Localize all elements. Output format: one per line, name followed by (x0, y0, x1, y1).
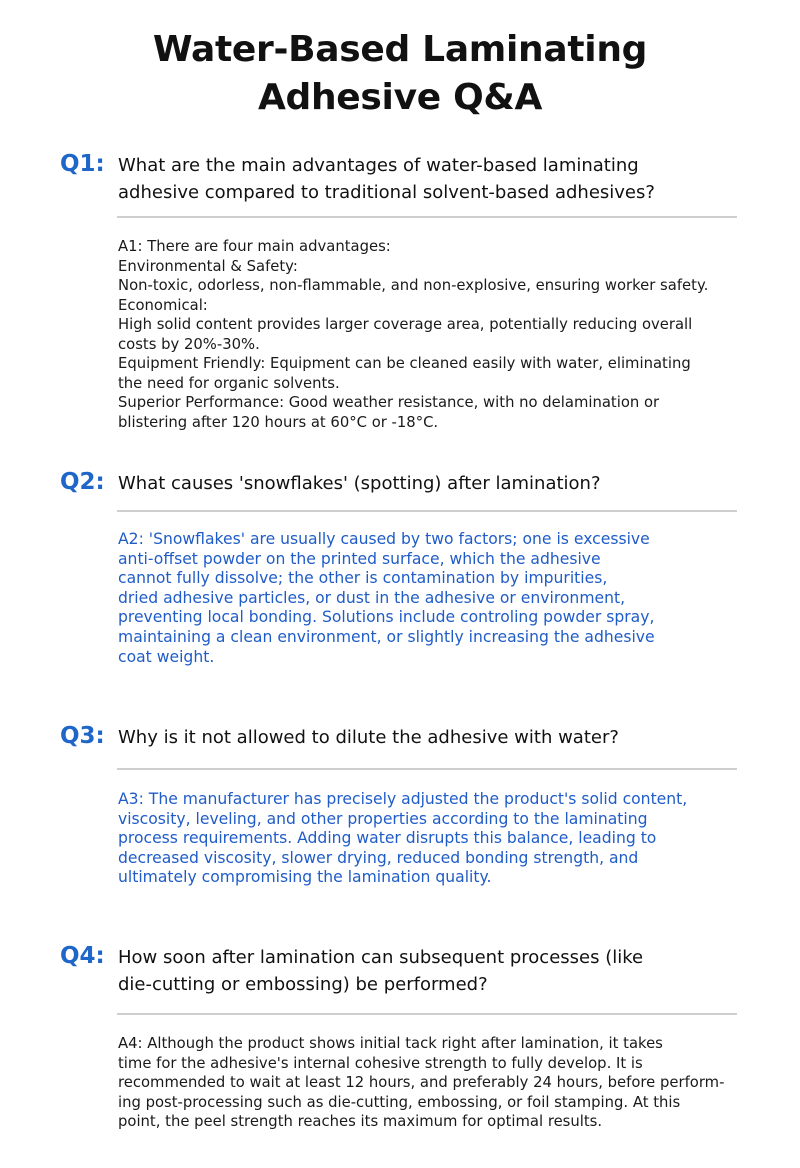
answer-line: viscosity, leveling, and other properties according to the laminating (118, 809, 648, 828)
question-line: What causes 'snowflakes' (spotting) after lamination? (118, 473, 601, 494)
answer-text (118, 790, 738, 888)
answer-line: cannot fully dissolve; the other is contamination by impurities, (118, 569, 608, 588)
page-title-line-1: Water-Based Laminating (152, 29, 648, 70)
answer-text (118, 530, 738, 667)
answer-line: A1: There are four main advantages: (118, 238, 391, 255)
answer-text (118, 237, 738, 432)
question-label: Q2: (60, 469, 105, 495)
answer-line: Environmental & Safety: (118, 257, 298, 275)
page-title-line-2: Adhesive Q&A (257, 77, 543, 118)
divider (117, 768, 737, 770)
answer-line: decreased viscosity, slower drying, reduced bonding strength, and (118, 848, 639, 867)
question-line: adhesive compared to traditional solvent-based adhesives? (118, 182, 655, 203)
question-line: die-cutting or embossing) be performed? (118, 974, 488, 995)
question-line: What are the main advantages of water-based laminating (118, 155, 639, 176)
question-label: Q1: (60, 151, 105, 177)
answer-line: recommended to wait at least 12 hours, and preferably 24 hours, before perform- (118, 1074, 725, 1091)
question-line: How soon after lamination can subsequent processes (like (118, 947, 644, 968)
question-text (118, 944, 768, 998)
divider (117, 510, 737, 512)
divider (117, 216, 737, 218)
answer-line: anti-offset powder on the printed surface, which the adhesive (118, 549, 601, 568)
question-text (118, 152, 768, 206)
answer-text (118, 1034, 738, 1132)
answer-line: ultimately compromising the lamination quality. (118, 868, 492, 887)
answer-line: High solid content provides larger coverage area, potentially reducing overall (118, 316, 693, 333)
answer-line: maintaining a clean environment, or slightly increasing the adhesive (118, 627, 655, 646)
question-label: Q3: (60, 723, 105, 749)
question-text (118, 470, 768, 497)
answer-line: blistering after 120 hours at 60°C or -18°C. (118, 413, 439, 431)
answer-line: ing post-processing such as die-cutting, embossing, or foil stamping. At this (118, 1093, 681, 1111)
answer-line: time for the adhesive's internal cohesive strength to fully develop. It is (118, 1054, 643, 1072)
answer-line: A3: The manufacturer has precisely adjusted the product's solid content, (118, 790, 688, 808)
question-line: Why is it not allowed to dilute the adhesive with water? (118, 727, 619, 748)
answer-line: costs by 20%-30%. (118, 335, 260, 353)
answer-line: Economical: (118, 296, 208, 314)
divider (117, 1013, 737, 1015)
answer-line: preventing local bonding. Solutions include controling powder spray, (118, 608, 655, 627)
page-title (0, 26, 800, 122)
answer-line: coat weight. (118, 647, 215, 666)
answer-line: point, the peel strength reaches its maximum for optimal results. (118, 1113, 603, 1130)
answer-line: process requirements. Adding water disrupts this balance, leading to (118, 829, 657, 848)
answer-line: Non-toxic, odorless, non-flammable, and non-explosive, ensuring worker safety. (118, 277, 709, 294)
answer-line: Equipment Friendly: Equipment can be cleaned easily with water, eliminating (118, 355, 691, 372)
answer-line: dried adhesive particles, or dust in the adhesive or environment, (118, 588, 626, 607)
answer-line: the need for organic solvents. (118, 374, 340, 392)
answer-line: A2: 'Snowflakes' are usually caused by two factors; one is excessive (118, 530, 650, 548)
question-text (118, 724, 768, 751)
question-label: Q4: (60, 943, 105, 969)
answer-line: Superior Performance: Good weather resistance, with no delamination or (118, 394, 660, 411)
answer-line: A4: Although the product shows initial tack right after lamination, it takes (118, 1035, 663, 1052)
